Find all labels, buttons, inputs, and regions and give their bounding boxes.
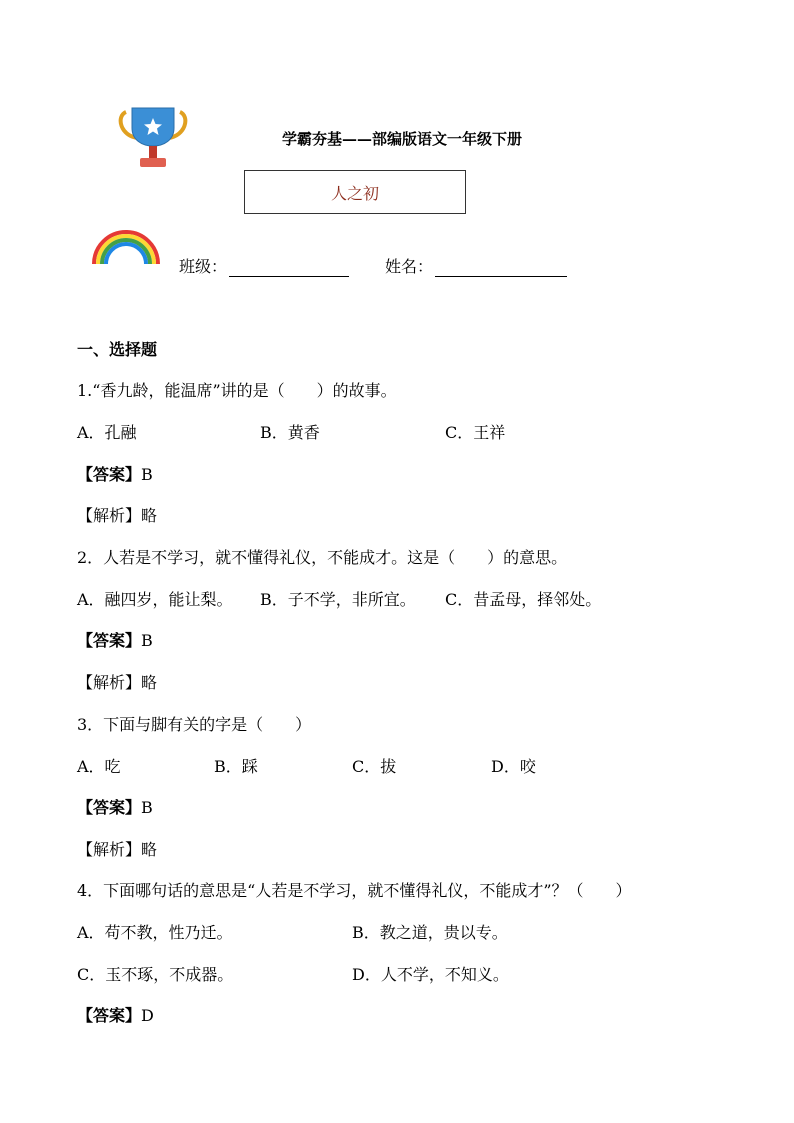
analysis-value: 略	[141, 840, 158, 859]
question-1-answer	[77, 462, 153, 485]
analysis-label: 【解析】	[77, 506, 142, 525]
answer-value: B	[141, 631, 153, 650]
rainbow-icon	[90, 226, 162, 266]
question-4-stem: 4．下面哪句话的意思是“人若是不学习，就不懂得礼仪，不能成才”？（ ）	[77, 881, 632, 900]
name-field	[385, 254, 567, 277]
name-label: 姓名：	[385, 257, 434, 276]
class-field	[179, 254, 349, 277]
question-2-option-a: A．融四岁，能让梨。	[77, 590, 233, 609]
class-label: 班级：	[179, 257, 228, 276]
question-2-answer	[77, 628, 153, 651]
answer-value: B	[141, 798, 153, 817]
question-1-option-b: B．黄香	[260, 423, 320, 442]
answer-label: 【答案】	[77, 465, 142, 484]
class-input-line[interactable]	[229, 258, 349, 277]
question-4-option-c: C．玉不琢，不成器。	[77, 965, 234, 984]
question-2-stem: 2．人若是不学习，就不懂得礼仪，不能成才。这是（ ）的意思。	[77, 548, 568, 567]
analysis-label: 【解析】	[77, 840, 142, 859]
question-2-option-b: B．子不学，非所宜。	[260, 590, 416, 609]
trophy-icon	[118, 106, 188, 170]
section-heading: 一、选择题	[77, 340, 158, 359]
question-1-analysis	[77, 503, 157, 526]
question-3-option-a: A．吃	[77, 757, 121, 776]
analysis-label: 【解析】	[77, 673, 142, 692]
lesson-title-box	[244, 170, 466, 214]
name-input-line[interactable]	[435, 258, 567, 277]
question-1-option-a: A．孔融	[77, 423, 137, 442]
question-4-option-b: B．教之道，贵以专。	[352, 923, 508, 942]
question-3-option-c: C．拔	[352, 757, 397, 776]
answer-label: 【答案】	[77, 1006, 142, 1025]
question-3-stem: 3．下面与脚有关的字是（ ）	[77, 715, 312, 734]
question-1-option-c: C．王祥	[445, 423, 506, 442]
question-1-stem: 1.“香九龄，能温席”讲的是（ ）的故事。	[77, 381, 397, 400]
answer-label: 【答案】	[77, 798, 142, 817]
question-4-option-d: D．人不学，不知义。	[352, 965, 509, 984]
document-title: 学霸夯基——部编版语文一年级下册	[282, 130, 523, 148]
question-3-option-b: B．踩	[214, 757, 258, 776]
question-3-answer	[77, 795, 153, 818]
lesson-title: 人之初	[330, 183, 379, 203]
question-2-analysis	[77, 670, 157, 693]
question-3-analysis	[77, 837, 157, 860]
question-4-answer	[77, 1003, 154, 1026]
question-4-option-a: A．苟不教，性乃迁。	[77, 923, 233, 942]
answer-value: B	[141, 465, 153, 484]
question-3-option-d: D．咬	[491, 757, 536, 776]
answer-label: 【答案】	[77, 631, 142, 650]
question-2-option-c: C．昔孟母，择邻处。	[445, 590, 602, 609]
analysis-value: 略	[141, 673, 158, 692]
analysis-value: 略	[141, 506, 158, 525]
answer-value: D	[141, 1006, 154, 1025]
